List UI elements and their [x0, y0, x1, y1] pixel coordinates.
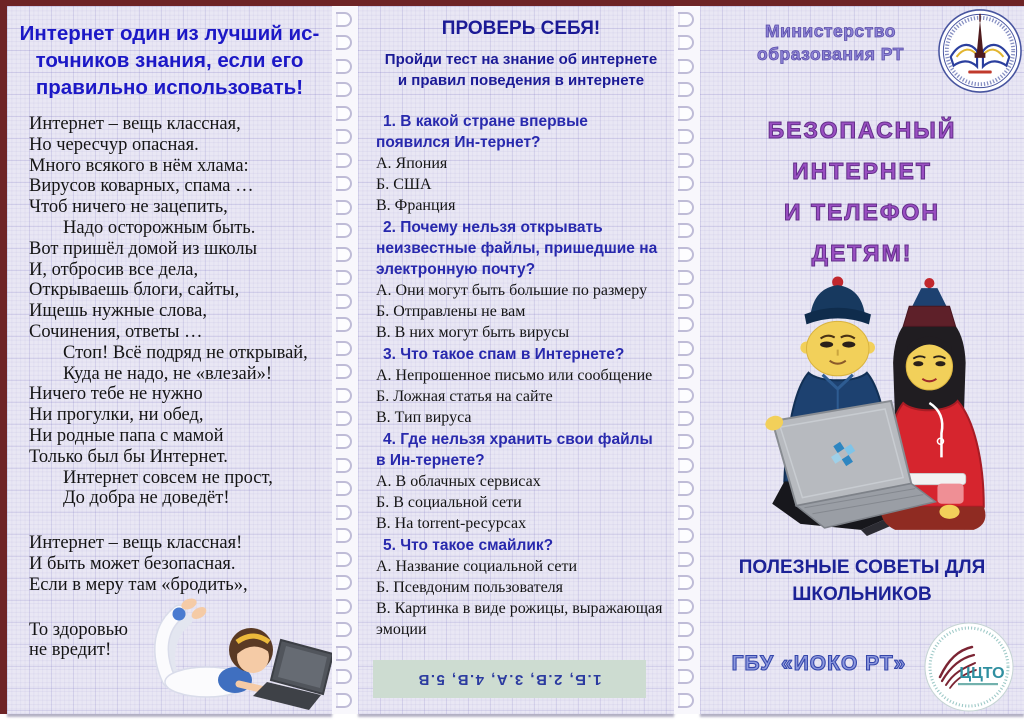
poem-line: Вирусов коварных, спама … [29, 176, 254, 197]
quiz-option: А. Япония [376, 155, 448, 172]
panel-left [7, 6, 332, 714]
poem-line: Ни родные папа с мамой [29, 425, 224, 446]
binding-ring-icon [336, 434, 352, 449]
text-line: ПОЛЕЗНЫЕ СОВЕТЫ ДЛЯ [738, 557, 986, 578]
poem-line: Интернет совсем не прост, [63, 467, 273, 488]
binding-ring-icon [678, 434, 694, 449]
panel-right [700, 6, 1024, 714]
text-line: ШКОЛЬНИКОВ [792, 584, 932, 605]
binding-ring-icon [678, 528, 694, 543]
text-line: Интернет один из лучший ис- [19, 22, 320, 45]
poem-line: Стоп! Всё подряд не открывай, [63, 342, 308, 363]
quiz-option: Б. США [376, 176, 432, 193]
binding-ring-icon [336, 12, 352, 27]
poem-line: не вредит! [29, 640, 112, 661]
poem-line: И быть может безопасная. [29, 553, 236, 574]
binding-ring-icon [678, 481, 694, 496]
quiz-option: В. В них могут быть вирусы [376, 324, 570, 341]
binding-ring-icon [678, 458, 694, 473]
text-line: правильно использовать! [35, 76, 304, 99]
answer-key-strip [373, 660, 646, 698]
poem-line: Ничего тебе не нужно [29, 384, 203, 405]
binding-ring-icon [336, 129, 352, 144]
quiz-title: ПРОВЕРЬ СЕБЯ! [441, 18, 601, 39]
binding-ring-icon [336, 646, 352, 661]
binding-ring-icon [678, 575, 694, 590]
poem-line: Но чересчур опасная. [29, 134, 199, 155]
answer-key-text: 1.Б, 2.В, 3.А, 4.В, 5.В [417, 670, 602, 688]
text-line: БЕЗОПАСНЫЙ [767, 117, 957, 143]
binding-ring-icon [336, 317, 352, 332]
ministry-emblem-logo [937, 8, 1023, 94]
binding-ring-icon [678, 82, 694, 97]
binding-ring-icon [336, 411, 352, 426]
quiz-option: А. Непрошенное письмо или сообщение [376, 367, 653, 384]
quiz-option: В. Тип вируса [376, 409, 472, 426]
binding-ring-icon [336, 669, 352, 684]
poem-line: Интернет – вещь классная, [29, 114, 241, 134]
binding-ring-icon [678, 599, 694, 614]
binding-ring-icon [336, 505, 352, 520]
binding-ring-icon [678, 364, 694, 379]
binding-ring-icon [336, 458, 352, 473]
quiz-question: 2. Почему нельзя открывать неизвестные файлы, пришедшие на электронную почту? [376, 219, 658, 278]
binding-ring-icon [678, 247, 694, 262]
brochure-title [700, 110, 1024, 274]
binding-ring-icon [336, 599, 352, 614]
binding-ring-icon [678, 693, 694, 708]
binding-ring-icon [678, 622, 694, 637]
text-line: Пройди тест на знание об интернете [384, 51, 658, 68]
binding-ring-icon [678, 317, 694, 332]
poem-line: Вот пришёл домой из школы [29, 238, 258, 259]
binding-ring-icon [678, 129, 694, 144]
binding-ring-icon [678, 270, 694, 285]
binding-ring-icon [336, 82, 352, 97]
quiz-question: 5. Что такое смайлик? [383, 537, 554, 554]
quiz-option: В. Франция [376, 197, 456, 214]
binding-ring-icon [678, 176, 694, 191]
binding-ring-icon [678, 200, 694, 215]
ccto-logo-text: ЦЦТО [959, 665, 1005, 682]
text-line: ДЕТЯМ! [811, 240, 913, 266]
quiz-option: Б. В социальной сети [376, 494, 522, 511]
publisher-name: ГБУ «ИОКО РТ» [731, 652, 907, 675]
quiz-question: 3. Что такое спам в Интернете? [383, 346, 625, 363]
binding-ring-icon [678, 35, 694, 50]
binding-ring-icon [678, 153, 694, 168]
binding-ring-icon [336, 200, 352, 215]
ministry-name [728, 20, 933, 66]
binding-ring-icon [678, 411, 694, 426]
quiz-option: А. Название социальной сети [376, 558, 578, 575]
poem-heading [11, 20, 328, 101]
poem-line: Ни прогулки, ни обед, [29, 405, 204, 426]
children-laptop-illustration [742, 268, 1014, 544]
binding-ring-icon [336, 693, 352, 708]
binding-ring-icon [336, 622, 352, 637]
binding-ring-icon [678, 388, 694, 403]
binding-ring-icon [336, 388, 352, 403]
quiz-option: В. Картинка в виде рожицы, выражающая эмоции [376, 600, 663, 638]
poem-line: Надо осторожным быть. [63, 217, 256, 238]
poem [29, 114, 332, 661]
text-line: образования РТ [757, 44, 904, 64]
binding-ring-icon [678, 294, 694, 309]
binding-ring-icon [678, 341, 694, 356]
binding-ring-icon [336, 364, 352, 379]
binding-ring-icon [336, 528, 352, 543]
binding-ring-icon [678, 646, 694, 661]
binding-ring-icon [336, 153, 352, 168]
quiz-question: 1. В какой стране впервые появился Ин-тернет? [376, 113, 588, 151]
binding-ring-icon [336, 575, 352, 590]
quiz-questions [376, 111, 666, 640]
poem-line: Чтоб ничего не зацепить, [29, 197, 228, 218]
binding-ring-icon [336, 270, 352, 285]
poem-line: Куда не надо, не «влезай»! [63, 363, 273, 384]
text-line: И ТЕЛЕФОН [784, 199, 940, 225]
binding-ring-icon [336, 481, 352, 496]
poem-line: Если в меру там «бродить», [29, 574, 248, 595]
binding-ring-icon [336, 552, 352, 567]
maroon-left-border [0, 0, 7, 714]
audience-subtitle [700, 554, 1024, 608]
quiz-option: Б. Отправлены не вам [376, 303, 526, 320]
binding-ring-icon [678, 552, 694, 567]
poem-line: До добра не доведёт! [63, 488, 230, 509]
quiz-option: Б. Псевдоним пользователя [376, 579, 564, 596]
quiz-option: В. На torrent-ресурсах [376, 515, 527, 532]
text-line: и правил поведения в интернете [397, 72, 645, 89]
girl-laptop-illustration [135, 582, 339, 714]
poem-line: Открываешь блоги, сайты, [29, 280, 240, 301]
binding-ring-icon [336, 59, 352, 74]
poem-line: Сочинения, ответы … [29, 321, 203, 342]
binding-ring-icon [336, 176, 352, 191]
binding-ring-icon [336, 35, 352, 50]
binding-ring-icon [678, 106, 694, 121]
poem-line: И, отбросив все дела, [29, 259, 199, 280]
quiz-subtitle [376, 49, 666, 91]
maroon-top-border [0, 0, 1024, 6]
poem-line: То здоровью [29, 619, 128, 640]
ccto-logo [922, 620, 1016, 714]
binding-ring-icon [336, 223, 352, 238]
text-line: Министерство [765, 21, 896, 41]
panel-middle [358, 6, 674, 714]
quiz-option: А. В облачных сервисах [376, 473, 541, 490]
poem-line: Интернет – вещь классная! [29, 533, 243, 554]
binding-ring-icon [336, 247, 352, 262]
text-line: точников знания, если его [35, 49, 304, 72]
binding-ring-icon [678, 59, 694, 74]
binding-ring-icon [678, 505, 694, 520]
binding-ring-icon [678, 223, 694, 238]
binding-ring-icon [336, 106, 352, 121]
binding-ring-icon [336, 341, 352, 356]
quiz-question: 4. Где нельзя хранить свои файлы в Ин-тернете? [376, 431, 653, 469]
spiral-binding [332, 6, 358, 714]
binding-ring-icon [678, 669, 694, 684]
quiz-option: А. Они могут быть большие по размеру [376, 282, 648, 299]
spiral-binding [674, 6, 700, 714]
poem-line: Много всякого в нём хлама: [29, 155, 249, 176]
binding-ring-icon [336, 294, 352, 309]
poem-line: Только был бы Интернет. [29, 446, 228, 467]
text-line: ИНТЕРНЕТ [792, 158, 932, 184]
quiz-option: Б. Ложная статья на сайте [376, 388, 553, 405]
binding-ring-icon [678, 12, 694, 27]
poem-line: Ищешь нужные слова, [29, 301, 207, 322]
